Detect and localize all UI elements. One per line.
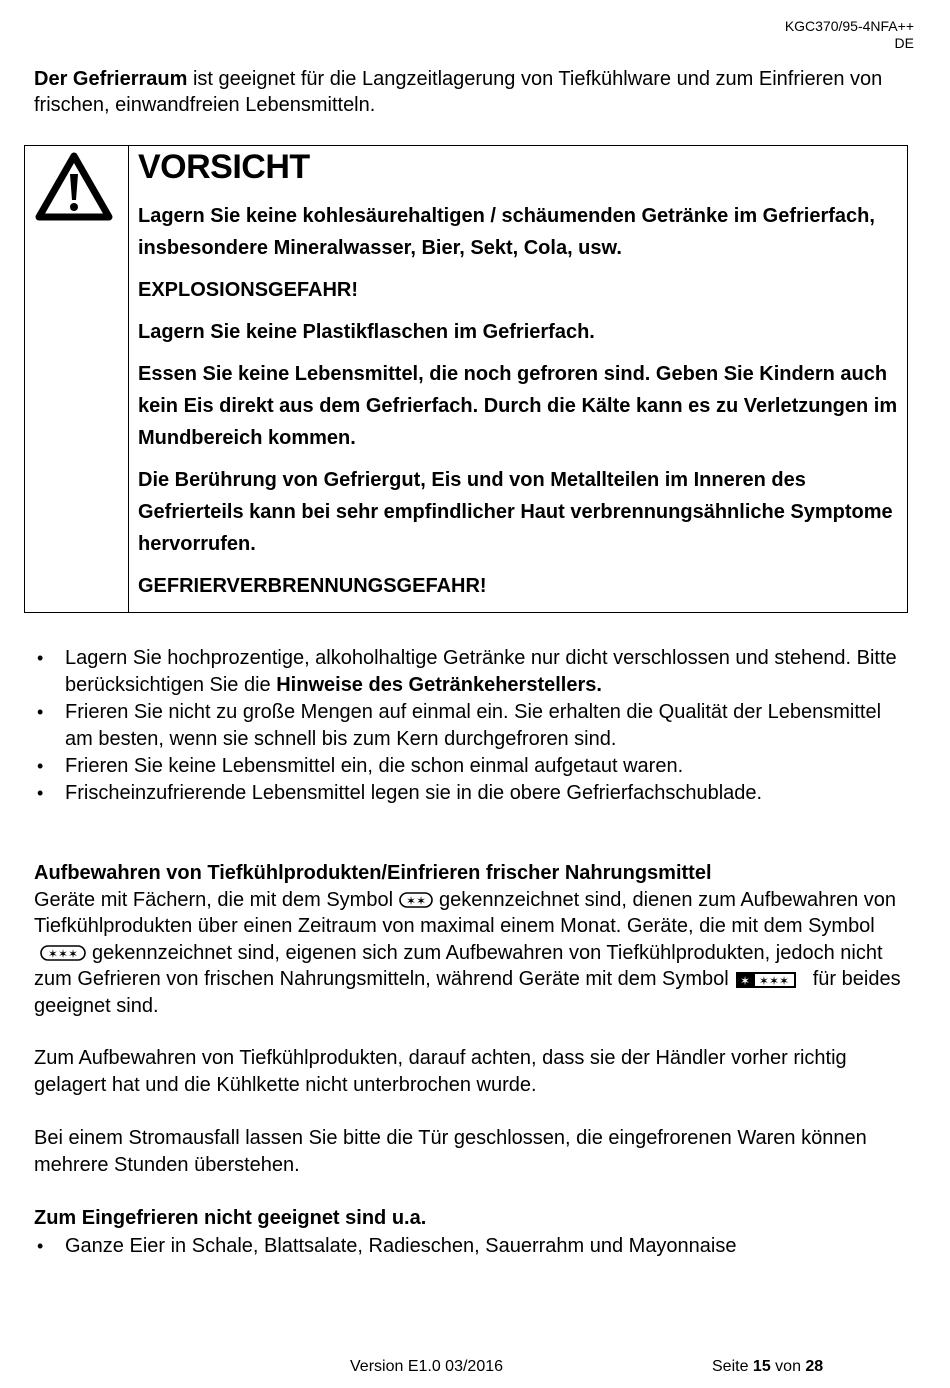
svg-text:✶✶✶: ✶✶✶ (758, 973, 789, 988)
list-item: • Frieren Sie nicht zu große Mengen auf einmal ein. Sie erhalten die Qualität der Lebensmittel am besten, wenn sie schnell bis zum Kern durchgefroren sind. (37, 701, 882, 750)
svg-text:✶✶: ✶✶ (405, 894, 427, 909)
bullet-icon: • (37, 702, 44, 722)
four-star-icon (735, 971, 797, 989)
warning-paragraph: Die Berührung von Gefriergut, Eis und von Metallteilen im Inneren des Gefrierteils kann bei sehr empfindlicher Haut verbrennungsähnliche Symptome hervorrufen. (138, 469, 893, 555)
bullet-icon: • (37, 756, 44, 776)
version-label: Version E1.0 03/2016 (350, 1358, 504, 1375)
warning-paragraph: GEFRIERVERBRENNUNGSGEFAHR! (138, 575, 487, 597)
bullet-icon: • (37, 648, 44, 668)
list-item: • Frischeinzufrierende Lebensmittel legen sie in die obere Gefrierfachschublade. (34, 780, 914, 807)
page-number: Seite 15 von 28 (712, 1358, 824, 1375)
storage-paragraph-2: Zum Aufbewahren von Tiefkühlprodukten, darauf achten, dass sie der Händler vorher richtig gelagert hat und die Kühlkette nicht unterbrochen wurde. (34, 1047, 847, 1096)
storage-paragraph-3: Bei einem Stromausfall lassen Sie bitte die Tür geschlossen, die eingefrorenen Waren können mehrere Stunden überstehen. (34, 1127, 867, 1176)
warning-paragraph: EXPLOSIONSGEFAHR! (138, 279, 359, 301)
list-item: • Lagern Sie hochprozentige, alkoholhaltige Getränke nur dicht verschlossen und stehend. Bitte berücksichtigen Sie die Hinweise des Getränkeherstellers. (37, 647, 897, 696)
list-item: • Frieren Sie keine Lebensmittel ein, die schon einmal aufgetaut waren. (34, 753, 914, 780)
intro-paragraph (34, 66, 914, 118)
warning-paragraph: Lagern Sie keine Plastikflaschen im Gefrierfach. (138, 321, 595, 343)
warning-icon-cell (25, 146, 129, 612)
storage-section (34, 860, 914, 1019)
unsuitable-list (34, 1233, 914, 1260)
unsuitable-title: Zum Eingefrieren nicht geeignet sind u.a. (34, 1207, 427, 1229)
document-header (785, 18, 914, 52)
svg-text:✶✶✶: ✶✶✶ (47, 947, 79, 962)
storage-title: Aufbewahren von Tiefkühlprodukten/Einfrieren frischer Nahrungsmittel (34, 862, 712, 884)
warning-triangle-icon (34, 150, 114, 222)
two-star-icon (399, 892, 433, 908)
list-item: • Ganze Eier in Schale, Blattsalate, Radieschen, Sauerrahm und Mayonnaise (34, 1233, 914, 1260)
svg-text:✶: ✶ (739, 973, 750, 988)
model-number: KGC370/95-4NFA++ (784, 18, 914, 34)
tips-list (34, 645, 914, 807)
bullet-icon: • (37, 783, 44, 803)
three-star-icon (40, 945, 86, 961)
warning-paragraph: Essen Sie keine Lebensmittel, die noch gefroren sind. Geben Sie Kindern auch kein Eis direkt aus dem Gefrierfach. Durch die Kälte kann es zu Verletzungen im Mundbereich kommen. (138, 363, 898, 449)
warning-paragraph: Lagern Sie keine kohlesäurehaltigen / schäumenden Getränke im Gefrierfach, insbesondere Mineralwasser, Bier, Sekt, Cola, usw. (138, 205, 875, 259)
intro-text: ist geeignet für die Langzeitlagerung von Tiefkühlware und zum Einfrieren von frischen, einwandfreien Lebensmitteln. (34, 68, 883, 116)
warning-box (24, 145, 908, 613)
language-code: DE (894, 35, 914, 51)
warning-title: VORSICHT (138, 148, 310, 186)
storage-paragraph: Geräte mit Fächern, die mit dem Symbol ✶✶ gekennzeichnet sind, dienen zum Aufbewahren von Tiefkühlprodukten über einen Zeitraum von maximal einem Monat. Geräte, die mit dem Symbol ✶✶✶ gekennzeichnet sind, eigenen sich zum Aufbewahren von Tiefkühlprodukten, jedoch nicht zum Gefrieren von frischen Nahrungsmitteln, während Geräte mit dem Symbol ✶ ✶✶✶ für beides geeignet sind. (34, 888, 901, 1017)
warning-content (138, 146, 898, 612)
bullet-icon: • (37, 1236, 44, 1256)
intro-bold: Der Gefrierraum (34, 68, 188, 90)
